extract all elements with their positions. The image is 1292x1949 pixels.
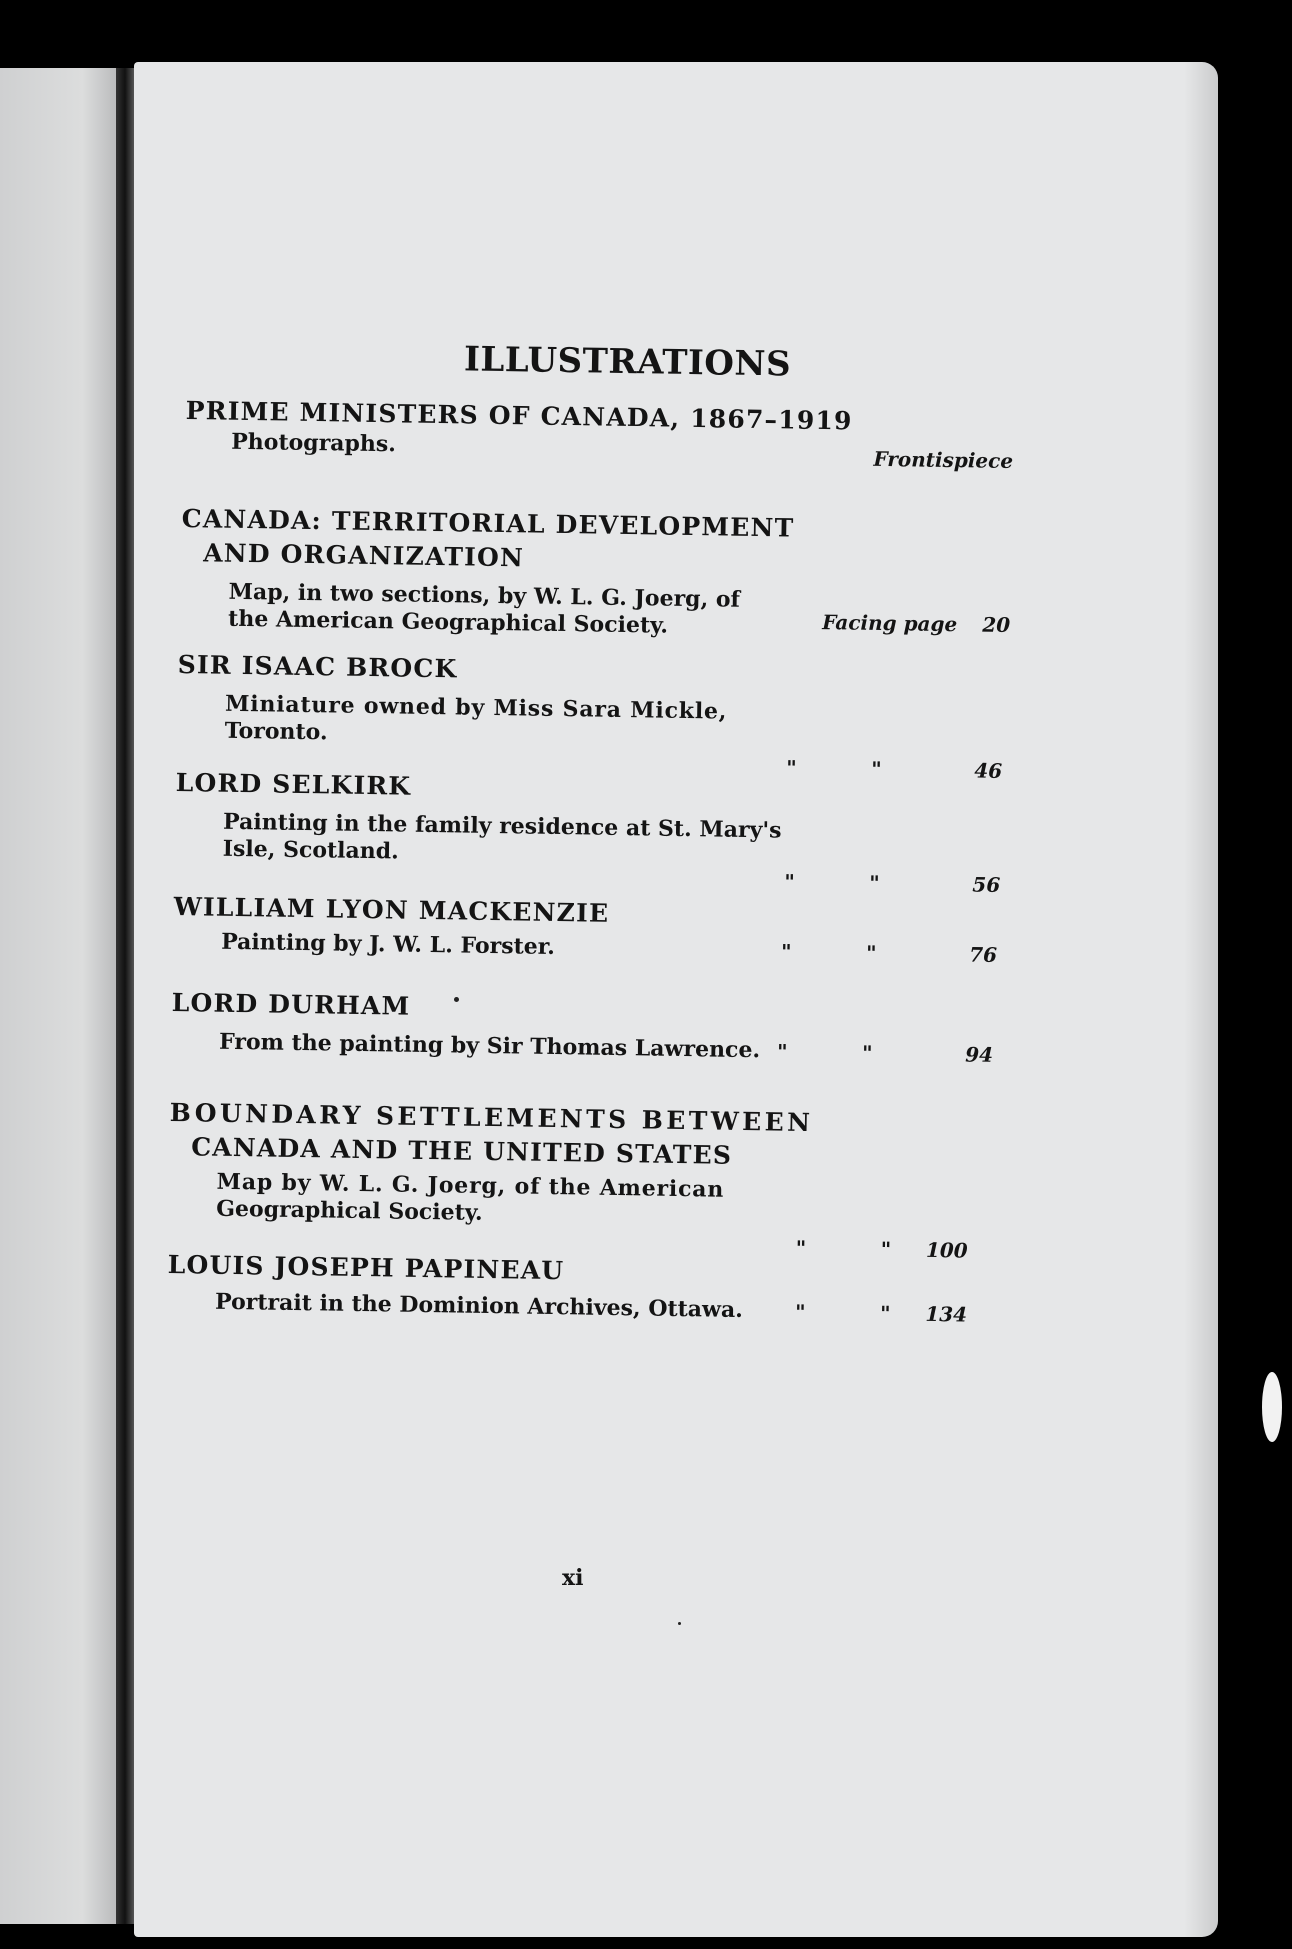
- ditto-mark: ": [865, 940, 877, 966]
- print-speck: [454, 997, 459, 1002]
- ditto-mark: ": [869, 870, 880, 896]
- ditto-mark: ": [879, 1301, 891, 1326]
- entry-description-line: the American Geographical Society.: [227, 605, 669, 639]
- illustration-entry: [171, 986, 1012, 1068]
- entry-title-line: LORD DURHAM: [171, 987, 411, 1021]
- entry-title-line: CANADA AND THE UNITED STATES: [190, 1132, 733, 1170]
- entry-title-line: AND ORGANIZATION: [202, 538, 525, 573]
- entry-title: [169, 1096, 1010, 1177]
- entry-title-line: WILLIAM LYON MACKENZIE: [173, 891, 610, 928]
- entry-description-line: Map, in two sections, by W. L. G. Joerg, of: [228, 578, 741, 613]
- entry-page-reference: [795, 1300, 967, 1327]
- facing-page-edge: [0, 68, 118, 1924]
- page-reference-value: Frontispiece: [873, 446, 1014, 473]
- print-speck: [678, 1622, 681, 1625]
- page-reference-prefix: Facing page: [822, 610, 958, 637]
- ditto-mark: ": [784, 869, 795, 894]
- entry-description-line: From the painting by Sir Thomas Lawrence.: [218, 1028, 761, 1064]
- page-folio: xi: [562, 1565, 584, 1591]
- entry-description: [168, 1168, 777, 1232]
- entry-description-line: Isle, Scotland.: [222, 835, 400, 865]
- entry-description-line: Miniature owned by Miss Sara Mickle,: [224, 690, 728, 725]
- entry-description-line: Painting in the family residence at St. Mary's: [222, 808, 782, 844]
- entry-description: [167, 1288, 775, 1325]
- ditto-mark: ": [786, 755, 797, 780]
- page-reference-value: 76: [969, 942, 998, 967]
- page-edge-shadow: [1184, 62, 1218, 1937]
- page-reference-value: 100: [925, 1237, 968, 1263]
- entry-title-line: LORD SELKIRK: [175, 767, 412, 801]
- illustration-entry: [185, 394, 1026, 473]
- entry-description: [174, 808, 783, 872]
- entry-description: [176, 690, 785, 754]
- entry-description: [173, 928, 781, 965]
- entry-description-line: Photographs.: [231, 428, 397, 458]
- entry-description-line: Geographical Society.: [216, 1195, 483, 1226]
- entry-title-line: CANADA: TERRITORIAL DEVELOPMENT: [181, 503, 795, 543]
- ditto-mark: ": [780, 939, 792, 964]
- page-reference-value: 20: [982, 612, 1011, 638]
- ditto-mark: ": [795, 1235, 807, 1261]
- entry-description: [171, 1028, 779, 1065]
- entry-description-line: Toronto.: [224, 717, 328, 746]
- ditto-mark: ": [871, 756, 882, 782]
- book-page: [134, 62, 1218, 1937]
- entry-page-reference: [784, 870, 1000, 897]
- entry-page-reference: [822, 610, 1010, 637]
- page-reference-value: 46: [974, 758, 1003, 783]
- entry-title-line: BOUNDARY SETTLEMENTS BETWEEN: [169, 1097, 814, 1138]
- page-reference-value: 94: [964, 1042, 994, 1067]
- ditto-mark: ": [880, 1237, 892, 1262]
- entry-title-line: LOUIS JOSEPH PAPINEAU: [167, 1249, 565, 1286]
- illustration-entry: [168, 1096, 1010, 1263]
- entry-description-line: Portrait in the Dominion Archives, Ottawa.: [214, 1288, 744, 1324]
- entry-description: [180, 578, 789, 642]
- illustration-entry: [176, 648, 1017, 783]
- illustration-entry: [167, 1248, 1008, 1328]
- illustration-entry: [180, 502, 1022, 645]
- entry-title-line: SIR ISAAC BROCK: [177, 649, 458, 684]
- ditto-mark: ": [776, 1039, 788, 1064]
- ditto-mark: ": [861, 1040, 873, 1066]
- entry-title: [181, 502, 1022, 583]
- entry-page-reference: [777, 1040, 993, 1067]
- page-reference-value: 56: [972, 872, 1001, 897]
- entry-page-reference: [873, 447, 1013, 473]
- entry-description-line: Map by W. L. G. Joerg, of the American: [216, 1168, 725, 1203]
- binding-mark: [1262, 1372, 1282, 1442]
- entry-title: [171, 986, 1011, 1033]
- entry-title-line: PRIME MINISTERS OF CANADA, 1867–1919: [185, 395, 853, 436]
- ditto-mark: ": [794, 1299, 806, 1325]
- book-gutter: [116, 68, 134, 1924]
- entry-description-line: Painting by J. W. L. Forster.: [220, 928, 556, 960]
- page-heading: ILLUSTRATIONS: [463, 339, 792, 385]
- page-reference-value: 134: [925, 1301, 968, 1327]
- illustration-entry: [173, 890, 1014, 968]
- entry-title: [177, 648, 1017, 695]
- entry-page-reference: [781, 940, 997, 967]
- illustration-entry: [174, 766, 1015, 897]
